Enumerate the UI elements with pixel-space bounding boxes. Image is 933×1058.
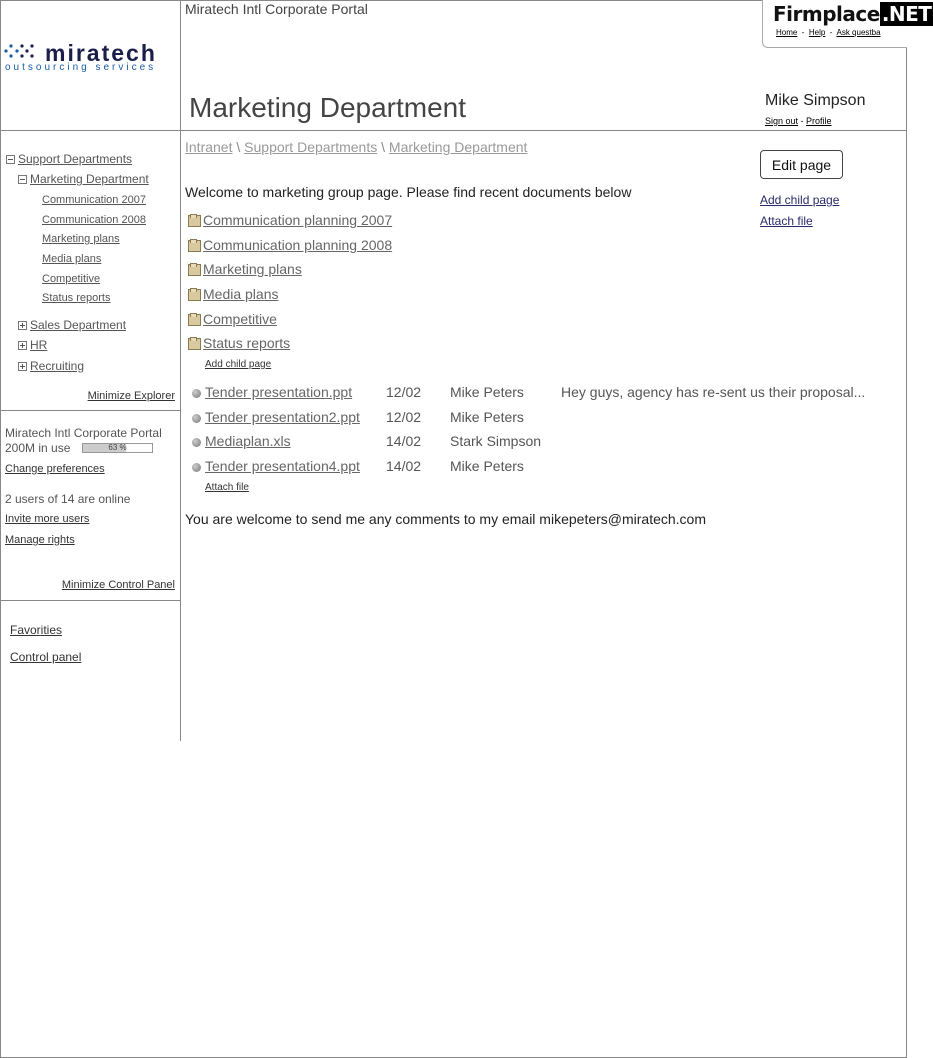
tree-item-marketing-plans [42, 233, 120, 245]
divider [0, 600, 180, 601]
folder-link[interactable]: Communication planning 2008 [203, 237, 393, 253]
add-child-page-inline [205, 359, 271, 370]
tree-link-media-plans[interactable]: Media plans [42, 253, 102, 265]
document-comment: Hey guys, agency has re-sent us their proposal... [561, 384, 866, 400]
folder-item [188, 237, 392, 253]
minimize-explorer-link[interactable]: Minimize Explorer [87, 390, 175, 402]
document-name [205, 384, 352, 400]
online-status: 2 users of 14 are online [5, 492, 131, 506]
tree-item-competitive [42, 273, 100, 285]
document-name [205, 433, 291, 449]
tree-item-recruiting [18, 359, 84, 373]
sign-out-link[interactable]: Sign out [765, 116, 799, 126]
document-name [205, 458, 360, 474]
tree-item-marketing-department [18, 172, 149, 186]
tree-item-support-departments [6, 152, 132, 166]
add-child-page-link[interactable]: Add child page [760, 193, 840, 207]
help-link[interactable]: Help [808, 28, 826, 37]
logo-tagline: outsourcing services [5, 62, 157, 73]
expand-icon[interactable] [18, 321, 27, 330]
folder-icon [188, 214, 200, 225]
logo-word: miratech [45, 40, 157, 66]
document-link[interactable]: Tender presentation.ppt [205, 384, 353, 400]
bullet-icon [192, 438, 201, 447]
firmplace-box [762, 0, 932, 48]
folder-icon [188, 313, 200, 324]
folder-icon [188, 288, 200, 299]
folder-link[interactable]: Status reports [203, 335, 291, 351]
breadcrumb-separator: \ [236, 139, 241, 155]
folder-icon [188, 239, 200, 250]
document-author: Stark Simpson [450, 433, 542, 449]
tree-item-communication-2008 [42, 214, 146, 226]
divider [0, 410, 180, 411]
invite-users [5, 513, 89, 525]
document-date: 14/02 [386, 458, 422, 474]
left-sidebar [0, 131, 181, 741]
document-link[interactable]: Mediaplan.xls [205, 433, 291, 449]
folder-item [188, 311, 277, 327]
welcome-text: Welcome to marketing group page. Please find recent documents below [185, 184, 632, 200]
breadcrumb-support-departments[interactable]: Support Departments [244, 139, 378, 155]
tree-link-communication-2008[interactable]: Communication 2008 [42, 214, 146, 226]
expand-icon[interactable] [18, 362, 27, 371]
minimize-control-panel-link[interactable]: Minimize Control Panel [61, 579, 175, 591]
tree-item-media-plans [42, 253, 101, 265]
folder-item [188, 286, 279, 302]
tree-link-status-reports[interactable]: Status reports [42, 292, 111, 304]
user-name: Mike Simpson [765, 92, 866, 109]
control-panel-link[interactable]: Control panel [10, 650, 82, 664]
bullet-icon [192, 463, 201, 472]
tree-link-marketing-department[interactable]: Marketing Department [30, 172, 149, 186]
breadcrumb-intranet[interactable]: Intranet [185, 139, 233, 155]
quota-progress-label: 63 % [108, 443, 127, 452]
collapse-icon[interactable] [18, 175, 27, 184]
firmplace-logo[interactable] [773, 2, 933, 26]
document-author: Mike Peters [450, 458, 524, 474]
firmplace-brand: Firmplace [773, 2, 880, 26]
collapse-icon[interactable] [6, 155, 15, 164]
home-link[interactable]: Home [776, 28, 798, 37]
manage-rights-link[interactable]: Manage rights [5, 534, 75, 546]
expand-icon[interactable] [18, 341, 27, 350]
folder-item [188, 335, 290, 351]
firmplace-net: .NET [881, 2, 932, 26]
tree-item-sales-department [18, 318, 126, 332]
document-date: 14/02 [386, 433, 422, 449]
tree-item-hr [18, 338, 47, 352]
folder-link[interactable]: Media plans [203, 286, 279, 302]
ask-question-link[interactable]: Ask questba [836, 28, 881, 37]
folder-link[interactable]: Communication planning 2007 [203, 212, 393, 228]
tree-link-sales-department[interactable]: Sales Department [30, 318, 127, 332]
header [0, 0, 932, 131]
document-name [205, 409, 360, 425]
profile-link[interactable]: Profile [806, 116, 832, 126]
minimize-explorer [88, 390, 175, 402]
document-link[interactable]: Tender presentation2.ppt [205, 409, 360, 425]
edit-page-button[interactable]: Edit page [760, 150, 843, 179]
bullet-icon [192, 414, 201, 423]
folder-item [188, 261, 302, 277]
cp-portal-name: Miratech Intl Corporate Portal [5, 426, 162, 440]
portal-title: Miratech Intl Corporate Portal [185, 1, 368, 17]
add-child-page-inline-link[interactable]: Add child page [205, 359, 272, 370]
attach-file [760, 214, 813, 228]
firmplace-links: Home - Help - Ask questba [776, 28, 881, 37]
document-author: Mike Peters [450, 384, 524, 400]
invite-users-link[interactable]: Invite more users [5, 513, 90, 525]
tree-item-communication-2007 [42, 194, 146, 206]
breadcrumb-separator: \ [381, 139, 386, 155]
manage-rights [5, 534, 75, 546]
tree-link-competitive[interactable]: Competitive [42, 273, 101, 285]
folder-link[interactable]: Competitive [203, 311, 277, 327]
user-links: Sign out - Profile [765, 116, 832, 126]
control-panel [10, 650, 81, 664]
tree-link-marketing-plans[interactable]: Marketing plans [42, 233, 120, 245]
tree-link-communication-2007[interactable]: Communication 2007 [42, 194, 146, 206]
document-author: Mike Peters [450, 409, 524, 425]
page-title: Marketing Department [189, 92, 467, 123]
folder-icon [188, 337, 200, 348]
document-date: 12/02 [386, 409, 422, 425]
tree-link-recruiting[interactable]: Recruiting [30, 359, 85, 373]
logo-cell [0, 0, 181, 131]
folder-link[interactable]: Marketing plans [203, 261, 302, 277]
comment-invitation: You are welcome to send me any comments to my email mikepeters@miratech.com [185, 511, 707, 527]
document-date: 12/02 [386, 384, 422, 400]
change-preferences [5, 463, 105, 475]
change-preferences-link[interactable]: Change preferences [5, 463, 105, 475]
document-link[interactable]: Tender presentation4.ppt [205, 458, 360, 474]
minimize-control-panel [62, 579, 175, 591]
breadcrumb [185, 139, 527, 155]
attach-file-link[interactable]: Attach file [760, 214, 813, 228]
add-child-page [760, 193, 839, 207]
favorities [10, 623, 62, 637]
bullet-icon [192, 389, 201, 398]
quota-progress-bar [82, 443, 153, 453]
folder-icon [188, 263, 200, 274]
folder-item [188, 212, 392, 228]
breadcrumb-marketing-department[interactable]: Marketing Department [388, 139, 528, 155]
logo-dots-icon [4, 43, 34, 59]
tree-link-support-departments[interactable]: Support Departments [18, 152, 133, 166]
tree-item-status-reports [42, 292, 110, 304]
attach-file-inline-link[interactable]: Attach file [205, 482, 249, 493]
attach-file-inline [205, 482, 249, 493]
favorities-link[interactable]: Favorities [10, 623, 63, 637]
cp-usage: 200M in use [5, 441, 71, 455]
tree-link-hr[interactable]: HR [30, 338, 48, 352]
